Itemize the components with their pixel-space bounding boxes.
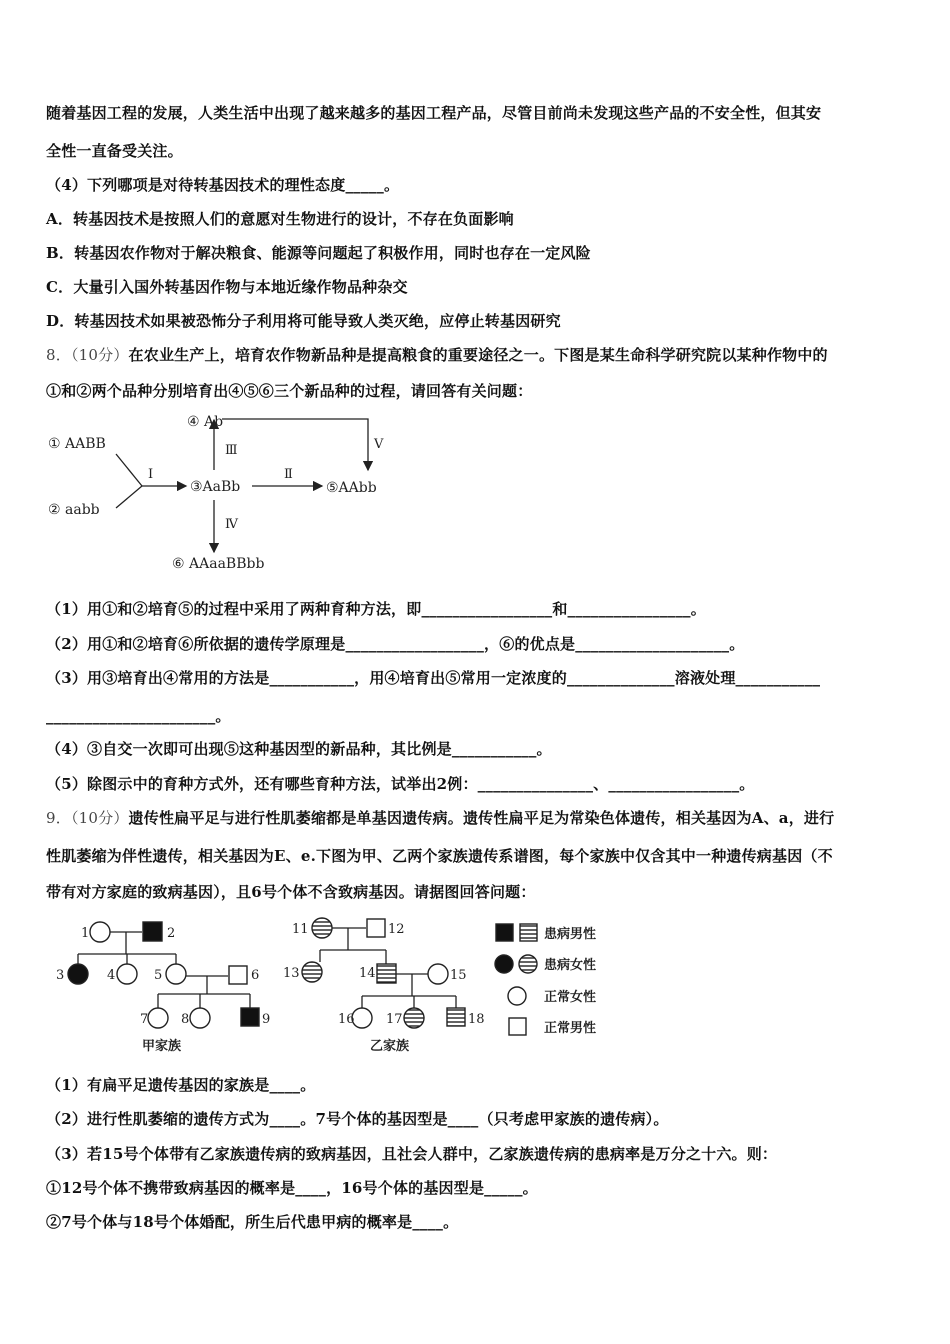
legend-label-affected-male: 患病男性 (544, 927, 597, 942)
q8-sub-3: （3）用③培育出④常用的方法是___________，用④培育出⑤常用一定浓度的______________溶液处理___________ (46, 669, 821, 687)
individual-11 (312, 918, 332, 938)
legend-affected-female-solid (495, 955, 513, 973)
label-17: 17 (386, 1012, 403, 1027)
q9-sub-3: （3）若15号个体带有乙家族遗传病的致病基因，且社会人群中，乙家族遗传病的患病率是万分之十六。则： (46, 1145, 778, 1163)
q9-sub-3-1: ①12号个体不携带致病基因的概率是____，16号个体的基因型是_____。 (46, 1179, 538, 1197)
individual-16 (352, 1008, 372, 1028)
q9-stem-a: 遗传性扁平足与进行性肌萎缩都是单基因遗传病。遗传性扁平足为常染色体遗传，相关基因为A、a，进行 (128, 809, 835, 827)
q9-stem-line-3: 带有对方家庭的致病基因），且6号个体不含致病基因。请据图回答问题： (46, 883, 536, 901)
individual-7 (148, 1008, 168, 1028)
legend-affected-male-hatched (520, 924, 537, 941)
q7-4-option-b: B．转基因农作物对于解决粮食、能源等问题起了积极作用，同时也存在一定风险 (46, 244, 591, 262)
legend-label-normal-male: 正常男性 (544, 1021, 597, 1036)
individual-2 (143, 922, 162, 941)
breeding-diagram (44, 408, 404, 578)
q8-sub-4: （4）③自交一次即可出现⑤这种基因型的新品种，其比例是___________。 (46, 740, 552, 758)
q8-stem-line-2: ①和②两个品种分别培育出④⑤⑥三个新品种的过程，请回答有关问题： (46, 382, 533, 400)
label-3: 3 (56, 968, 65, 983)
label-4: 4 (107, 968, 116, 983)
label-1: 1 (81, 926, 90, 941)
label-8: 8 (181, 1012, 190, 1027)
individual-8 (190, 1008, 210, 1028)
q9-sub-1: （1）有扁平足遗传基因的家族是____。 (46, 1076, 316, 1094)
node-3-label: ③AaBb (190, 479, 241, 495)
legend-normal-female (508, 987, 526, 1005)
individual-18 (447, 1008, 465, 1026)
node-6-label: ⑥ AAaaBBbb (172, 556, 265, 572)
legend-affected-female-hatched (519, 955, 537, 973)
q7-4-option-a: A．转基因技术是按照人们的意愿对生物进行的设计，不存在负面影响 (46, 210, 514, 228)
cross-line-lower (116, 486, 142, 508)
label-13: 13 (283, 966, 300, 981)
cross-line-upper (116, 454, 142, 486)
step-4-label: Ⅳ (225, 517, 238, 532)
individual-4 (117, 964, 137, 984)
node-1-label: ① AABB (48, 436, 106, 452)
individual-3 (68, 964, 88, 984)
q7-4-option-d: D．转基因技术如果被恐怖分子利用将可能导致人类灭绝，应停止转基因研究 (46, 312, 561, 330)
pedigree-diagram (50, 912, 630, 1060)
individual-14 (377, 964, 396, 983)
node-2-label: ② aabb (48, 502, 100, 518)
step-2-label: Ⅱ (284, 467, 293, 482)
family-jia-label: 甲家族 (142, 1039, 182, 1054)
legend-normal-male (509, 1018, 526, 1035)
label-16: 16 (338, 1012, 355, 1027)
individual-1 (90, 922, 110, 942)
q9-stem-line-2: 性肌萎缩为伴性遗传，相关基因为E、e.下图为甲、乙两个家族遗传系谱图，每个家族中仅含其中一种遗传病基因（不 (46, 847, 833, 865)
individual-15 (428, 964, 448, 984)
step-5-label: Ⅴ (374, 437, 384, 452)
q7-4-option-c: C．大量引入国外转基因作物与本地近缘作物品种杂交 (46, 278, 408, 296)
legend-label-affected-female: 患病女性 (544, 958, 597, 973)
node-5-label: ⑤AAbb (326, 480, 377, 496)
step-1-label: Ⅰ (148, 467, 154, 482)
q9-sub-2: （2）进行性肌萎缩的遗传方式为____。7号个体的基因型是____（只考虑甲家族的遗传病）。 (46, 1110, 669, 1128)
label-7: 7 (140, 1012, 149, 1027)
label-2: 2 (167, 926, 176, 941)
label-9: 9 (262, 1012, 271, 1027)
node-4-label: ④ Ab (187, 414, 224, 430)
q8-score: （10分） (70, 346, 129, 364)
label-14: 14 (359, 966, 376, 981)
q9-number: 9． (46, 809, 71, 827)
legend-affected-male-solid (496, 924, 513, 941)
intro-line-1: 随着基因工程的发展，人类生活中出现了越来越多的基因工程产品，尽管目前尚未发现这些产品的不安全性，但其安 (46, 104, 822, 122)
label-12: 12 (388, 922, 405, 937)
individual-9 (241, 1008, 259, 1026)
label-5: 5 (154, 968, 163, 983)
q8-sub-1: （1）用①和②培育⑤的过程中采用了两种育种方法，即_________________和________________。 (46, 600, 706, 618)
individual-17 (404, 1008, 424, 1028)
individual-6 (229, 966, 247, 984)
q8-sub-5: （5）除图示中的育种方式外，还有哪些育种方法，试举出2例：_______________、_________________。 (46, 775, 755, 793)
label-11: 11 (292, 922, 309, 937)
family-yi-label: 乙家族 (370, 1039, 410, 1054)
label-15: 15 (450, 968, 467, 983)
q8-number: 8． (46, 346, 71, 364)
arrow-step-5 (222, 419, 368, 470)
individual-12 (367, 919, 385, 937)
label-6: 6 (251, 968, 260, 983)
q8-sub-3-cont: ______________________。 (46, 707, 231, 725)
intro-line-2: 全性一直备受关注。 (46, 142, 183, 160)
q9-stem-line-1 (46, 807, 834, 828)
individual-5 (166, 964, 186, 984)
q8-sub-2: （2）用①和②培育⑥所依据的遗传学原理是__________________，⑥的优点是____________________。 (46, 635, 745, 653)
q8-stem-a: 在农业生产上，培育农作物新品种是提高粮食的重要途径之一。下图是某生命科学研究院以某种作物中的 (128, 346, 828, 364)
q8-stem-line-1 (46, 344, 828, 365)
label-18: 18 (468, 1012, 485, 1027)
q9-sub-3-2: ②7号个体与18号个体婚配，所生后代患甲病的概率是____。 (46, 1213, 459, 1231)
legend-label-normal-female: 正常女性 (544, 990, 597, 1005)
q9-score: （10分） (70, 809, 129, 827)
individual-13 (302, 962, 322, 982)
step-3-label: Ⅲ (225, 443, 238, 458)
q7-4-stem: （4）下列哪项是对待转基因技术的理性态度_____。 (46, 176, 400, 194)
